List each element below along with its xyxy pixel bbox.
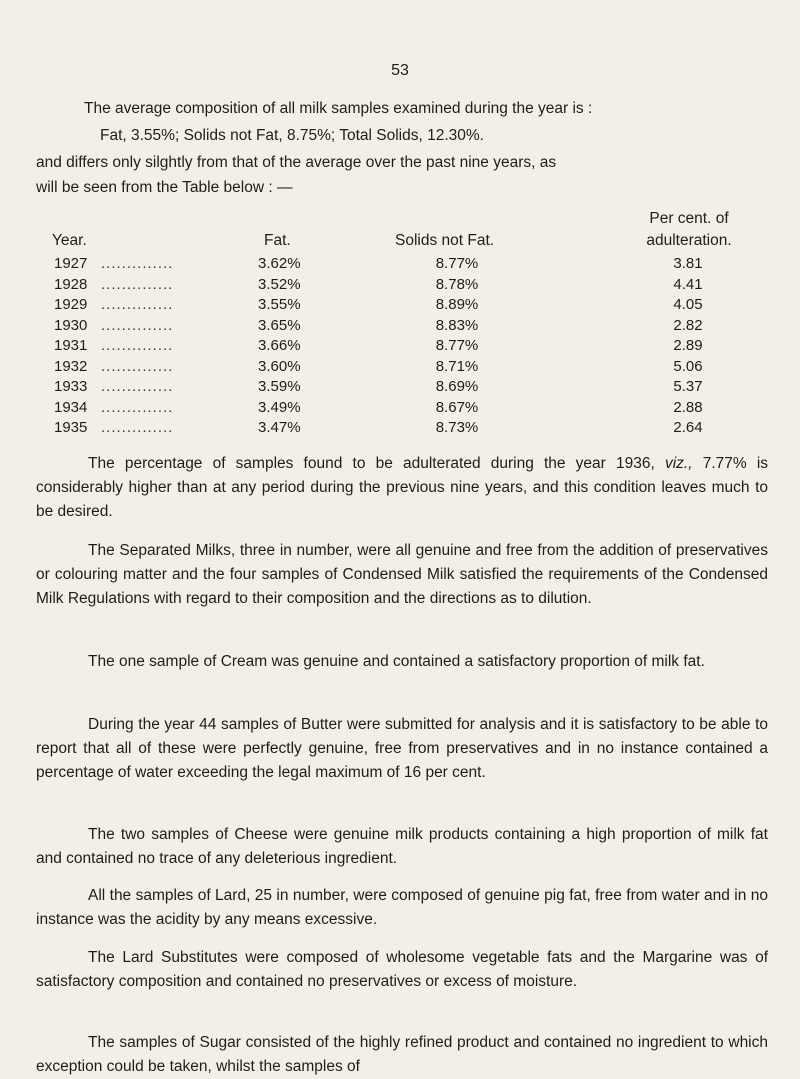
cell-adulteration: 2.64 [673,419,703,436]
paragraph-cream [36,650,768,674]
cell-leader-dots: .............. [101,398,174,416]
cell-fat: 3.47% [258,419,301,436]
header-adulteration-line-2: adulteration. [646,232,732,249]
cell-year: 1934 [54,398,88,416]
cell-year: 1931 [54,337,88,354]
intro-line-3: and differs only silghtly from that of the average over the past nine years, as [36,154,557,171]
table-row [0,255,800,275]
cell-leader-dots: .............. [101,378,174,395]
lard-text: All the samples of Lard, 25 in number, were composed of genuine pig fat, free from water and in no instance was the acidity by any means excessive. [36,887,768,928]
cell-adulteration: 4.41 [673,275,703,293]
table-row [0,276,800,296]
cell-adulteration: 2.82 [673,316,703,334]
paragraph-adulteration [36,452,768,524]
paragraph-separated-milks [36,539,768,611]
header-year: Year. [52,232,87,249]
header-solids-not-fat: Solids not Fat. [395,232,495,249]
cell-solids-not-fat: 8.73% [435,419,479,436]
paragraph-lard-substitutes [36,946,768,994]
cell-leader-dots: .............. [101,275,174,293]
cell-fat: 3.49% [258,398,301,416]
paragraph-lard [36,884,768,932]
cream-text: The one sample of Cream was genuine and contained a satisfactory proportion of milk fat. [88,653,705,670]
cell-adulteration: 4.05 [673,296,703,313]
adulteration-text-start: The percentage of samples found to be adulterated during the year 1936, [88,455,655,472]
cell-solids-not-fat: 8.89% [435,296,479,313]
lard-substitutes-text: The Lard Substitutes were composed of wholesome vegetable fats and the Margarine was of satisfactory composition and contained no preservatives or excess of moisture. [36,949,768,990]
adulteration-text-end: 7.77% is considerably higher than at any period during the previous nine years, and this condition leaves much to be desired. [36,455,769,520]
table-row [0,358,800,378]
cell-adulteration: 5.06 [673,357,703,375]
cell-year: 1932 [54,357,88,375]
cell-leader-dots: .............. [101,296,174,313]
cell-adulteration: 5.37 [673,378,703,395]
cell-year: 1927 [54,255,88,272]
intro-averages-line: Fat, 3.55%; Solids not Fat, 8.75%; Total Solids, 12.30%. [100,127,484,144]
cell-year: 1930 [54,316,88,334]
cell-adulteration: 3.81 [673,255,703,272]
cell-fat: 3.62% [258,255,301,272]
table-row [0,337,800,357]
cell-leader-dots: .............. [101,255,174,272]
cell-fat: 3.59% [258,378,301,395]
sugar-text: The samples of Sugar consisted of the highly refined product and contained no ingredient to which exception could be taken, whilst the samples of [36,1034,768,1075]
header-fat: Fat. [264,232,291,249]
intro-line-4: will be seen from the Table below : — [36,179,293,196]
cell-year: 1928 [54,275,88,293]
table-row [0,419,800,439]
cell-leader-dots: .............. [101,419,174,436]
cell-fat: 3.52% [258,275,301,293]
separated-milks-text: The Separated Milks, three in number, were all genuine and free from the addition of preservatives or colouring matter and the four samples of Condensed Milk satisfied the requirements of the Condensed Milk Regulations with regard to their composition and the directions as to dilution. [36,542,768,607]
cell-year: 1929 [54,296,88,313]
page-number: 53 [391,62,409,79]
intro-line-1: The average composition of all milk samples examined during the year is : [84,100,593,117]
table-row [0,378,800,398]
header-adulteration-line-1: Per cent. of [649,210,729,227]
cell-solids-not-fat: 8.77% [435,255,479,272]
butter-text: During the year 44 samples of Butter were submitted for analysis and it is satisfactory to be able to report that all of these were perfectly genuine, free from preservatives and in no instance contained a percentage of water exceeding the legal maximum of 16 per cent. [36,716,768,781]
paragraph-sugar [36,1031,768,1079]
cell-solids-not-fat: 8.77% [435,337,479,354]
cell-leader-dots: .............. [101,316,174,334]
cell-adulteration: 2.88 [673,398,703,416]
viz-abbreviation: viz., [664,455,693,472]
cell-solids-not-fat: 8.78% [435,275,479,293]
cheese-text: The two samples of Cheese were genuine milk products containing a high proportion of milk fat and contained no trace of any deleterious ingredient. [36,826,768,867]
paragraph-butter [36,713,768,785]
cell-year: 1933 [54,378,88,395]
cell-fat: 3.65% [258,316,301,334]
cell-year: 1935 [54,419,88,436]
cell-fat: 3.60% [258,357,301,375]
paragraph-cheese [36,823,768,871]
cell-fat: 3.66% [258,337,301,354]
table-row [0,317,800,337]
cell-solids-not-fat: 8.67% [435,398,479,416]
cell-leader-dots: .............. [101,337,174,354]
cell-solids-not-fat: 8.69% [435,378,479,395]
cell-solids-not-fat: 8.71% [435,357,479,375]
table-row [0,399,800,419]
cell-leader-dots: .............. [101,357,174,375]
table-row [0,296,800,316]
cell-fat: 3.55% [258,296,301,313]
cell-adulteration: 2.89 [673,337,703,354]
cell-solids-not-fat: 8.83% [435,316,479,334]
